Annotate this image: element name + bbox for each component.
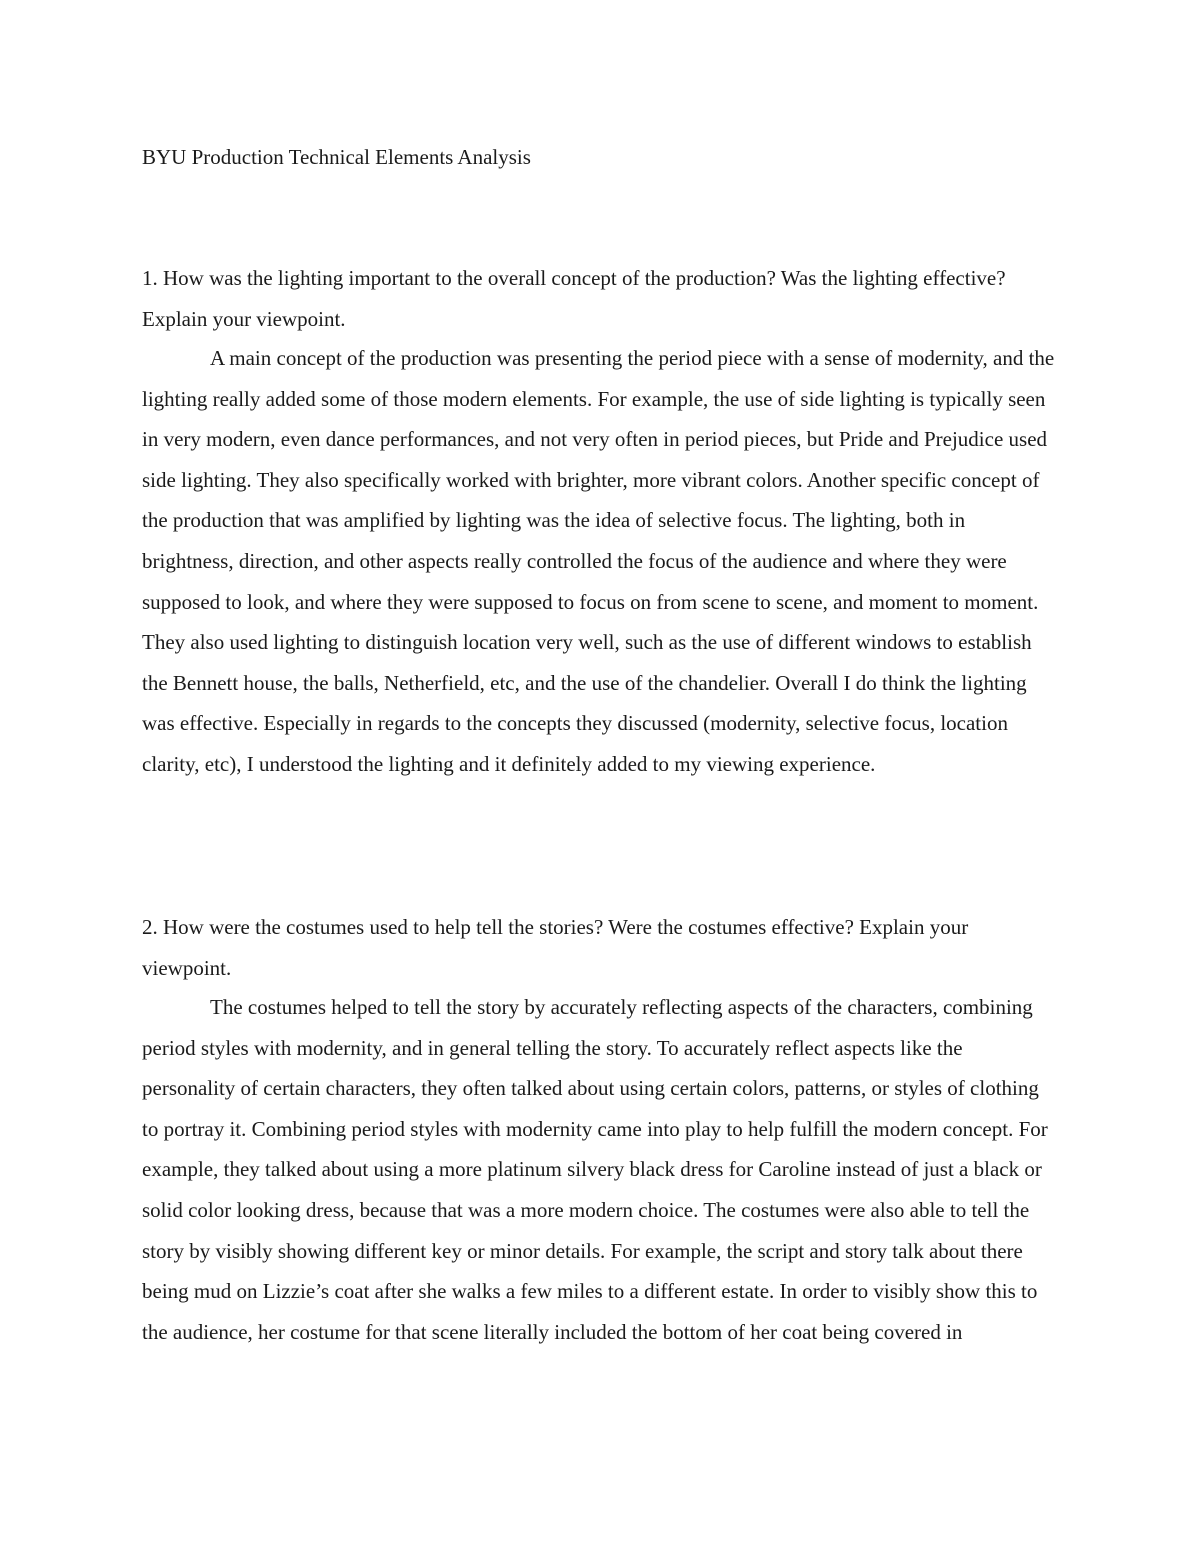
answer-2: The costumes helped to tell the story by accurately reflecting aspects of the characters, combining period styles with modernity, and in general telling the story. To accurately reflect aspects like the personality of certain characters, they often talked about using certain colors, patterns, or styles of clothing to portray it. Combining period styles with modernity came into play to help fulfill the modern concept. For example, they talked about using a more platinum silvery black dress for Caroline instead of just a black or solid color looking dress, because that was a more modern choice. The costumes were also able to tell the story by visibly showing different key or minor details. For example, the script and story talk about there being mud on Lizzie’s coat after she walks a few miles to a different estate. In order to visibly show this to the audience, her costume for that scene literally included the bottom of her coat being covered in — [142, 995, 1048, 1344]
document-title: BYU Production Technical Elements Analysis — [142, 145, 531, 169]
answer-1: A main concept of the production was presenting the period piece with a sense of modernity, and the lighting really added some of those modern elements. For example, the use of side lighting is typically seen in very modern, even dance performances, and not very often in period pieces, but Pride and Prejudice used side lighting. They also specifically worked with brighter, more vibrant colors. Another specific concept of the production that was amplified by lighting was the idea of selective focus. The lighting, both in brightness, direction, and other aspects really controlled the focus of the audience and where they were supposed to look, and where they were supposed to focus on from scene to scene, and moment to moment. They also used lighting to distinguish location very well, such as the use of different windows to establish the Bennett house, the balls, Netherfield, etc, and the use of the chandelier. Overall I do think the lighting was effective. Especially in regards to the concepts they discussed (modernity, selective focus, location clarity, etc), I understood the lighting and it definitely added to my viewing experience. — [142, 346, 1055, 776]
question-2: 2. How were the costumes used to help tell the stories? Were the costumes effective? Explain your viewpoint. — [142, 915, 969, 980]
question-1: 1. How was the lighting important to the overall concept of the production? Was the lighting effective? Explain your viewpoint. — [142, 266, 1006, 331]
